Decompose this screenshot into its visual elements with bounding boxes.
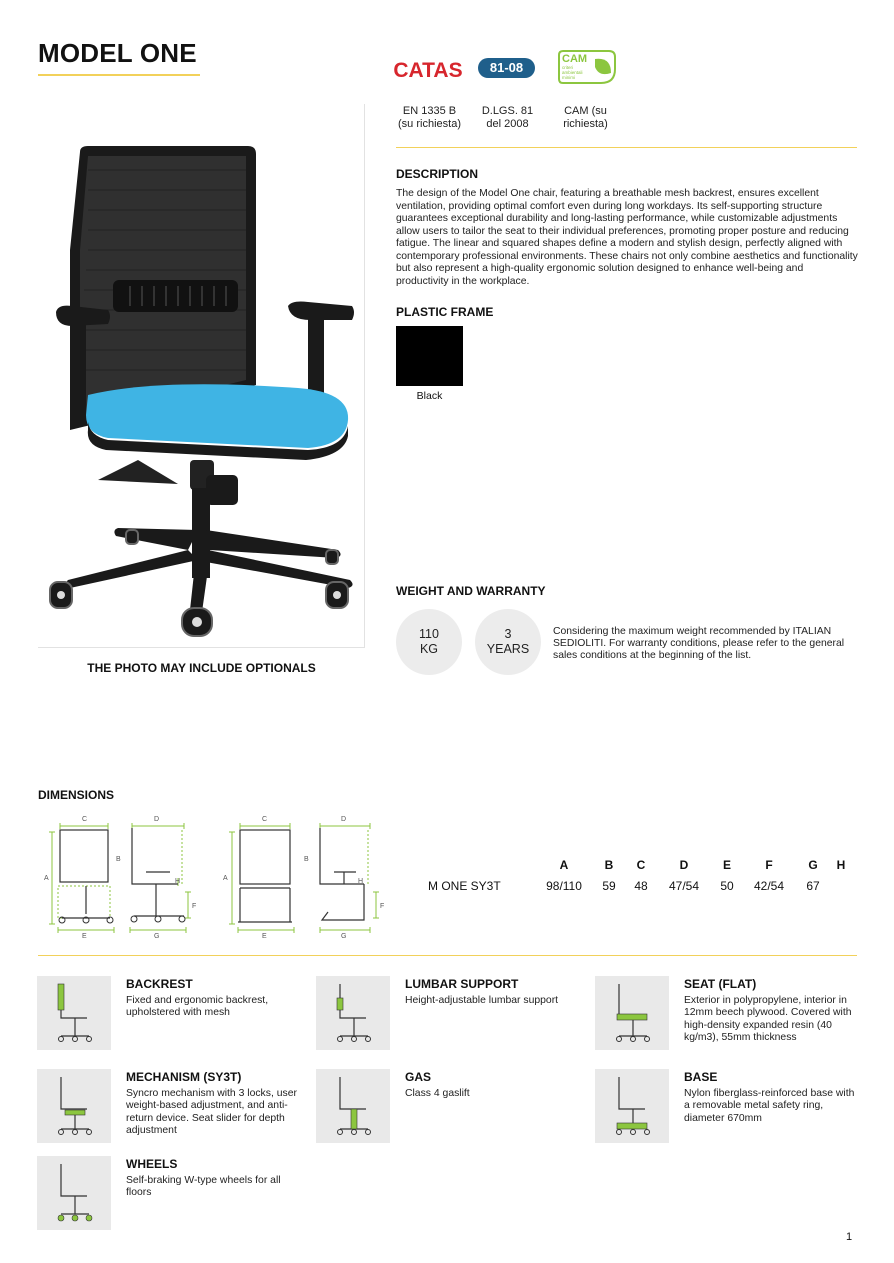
wheels-icon [37, 1156, 111, 1230]
svg-text:D: D [154, 816, 160, 823]
feature-title-base: BASE [684, 1070, 718, 1084]
description-text: The design of the Model One chair, featuring a breathable mesh backrest, ensures excellent ventilation, providing optimal comfort even during long workdays. Its self-supporting structure guarantees exceptional durability and long-lasting performance, while customizable adjustments allow users to tailor the seat to their individual preferences, promoting proper posture and reducing fatigue. The linear and squared shapes define a modern and stylish design, perfectly aligned with contemporary professional environments. These chairs not only combine aesthetics and functionality but also represent a high-quality ergonomic solution designed to enhance well-being and productivity in the workplace. [396, 188, 858, 287]
feature-desc-wheels: Self-braking W-type wheels for all floors [126, 1175, 281, 1199]
certification-badge-81-08: 81-08 [478, 58, 535, 78]
feature-desc-gas: Class 4 gaslift [405, 1088, 470, 1099]
svg-text:C: C [262, 816, 268, 823]
feature-title-seat: SEAT (FLAT) [684, 977, 757, 991]
dim-val-g: 67 [806, 879, 820, 893]
chair-photo [38, 130, 364, 645]
backrest-icon [37, 976, 111, 1050]
svg-text:A: A [223, 875, 228, 882]
svg-text:E: E [262, 933, 267, 940]
dim-col-a: A [559, 858, 569, 872]
feature-title-backrest: BACKREST [126, 977, 193, 991]
svg-text:G: G [154, 933, 160, 940]
dim-val-b: 59 [602, 879, 616, 893]
certification-en1335: EN 1335 B (su richiesta) [398, 105, 461, 130]
weight-badge: 110 KG [396, 609, 462, 675]
dim-col-d: D [679, 858, 689, 872]
section-divider [396, 147, 857, 148]
svg-text:A: A [44, 875, 49, 882]
cam-logo [555, 49, 617, 85]
svg-text:E: E [82, 933, 87, 940]
gas-icon [316, 1069, 390, 1143]
svg-text:F: F [192, 903, 197, 910]
feature-desc-seat: Exterior in polypropylene, interior in 12mm beech plywood. Covered with high-density expanded resin (40 kg/m3), 55mm thickness [684, 995, 852, 1044]
mechanism-icon [37, 1069, 111, 1143]
svg-text:H: H [175, 878, 181, 885]
feature-desc-backrest: Fixed and ergonomic backrest, upholstered with mesh [126, 995, 269, 1019]
svg-text:ambientali: ambientali [562, 70, 583, 75]
page-title: MODEL ONE [38, 38, 197, 68]
base-icon [595, 1069, 669, 1143]
plastic-frame-title: PLASTIC FRAME [396, 305, 494, 319]
dim-col-b: B [604, 858, 614, 872]
feature-desc-base: Nylon fiberglass-reinforced base with a removable metal safety ring, diameter 670mm [684, 1088, 855, 1124]
svg-text:G: G [341, 933, 347, 940]
weight-warranty-title: WEIGHT AND WARRANTY [396, 584, 546, 598]
dim-col-e: E [722, 858, 731, 872]
warranty-badge: 3 YEARS [475, 609, 541, 675]
dimensions-title: DIMENSIONS [38, 788, 115, 802]
feature-title-lumbar: LUMBAR SUPPORT [405, 977, 519, 991]
color-swatch-label: Black [416, 390, 443, 402]
photo-bottom-rule [38, 647, 365, 648]
svg-text:H: H [358, 878, 364, 885]
feature-title-gas: GAS [405, 1070, 432, 1084]
feature-title-wheels: WHEELS [126, 1157, 178, 1171]
svg-text:C: C [82, 816, 88, 823]
svg-text:D: D [341, 816, 347, 823]
dim-val-a: 98/110 [546, 879, 582, 893]
seat-icon [595, 976, 669, 1050]
description-title: DESCRIPTION [396, 167, 479, 181]
dim-col-c: C [636, 858, 646, 872]
feature-desc-mechanism: Syncro mechanism with 3 locks, user weight-based adjustment, and anti-return device. Seat slider for depth adjustment [126, 1088, 297, 1137]
column-divider [364, 104, 365, 648]
feature-desc-lumbar: Height-adjustable lumbar support [405, 995, 559, 1006]
svg-text:F: F [380, 903, 385, 910]
catas-logo [393, 57, 463, 82]
dim-col-g: G [808, 858, 818, 872]
dim-col-h: H [836, 858, 846, 872]
certification-dlgs81: D.LGS. 81 del 2008 [481, 105, 534, 130]
section-divider [38, 955, 857, 956]
cam-logo-main: CAM [562, 53, 588, 65]
title-underline [38, 74, 200, 76]
dim-val-e: 50 [720, 879, 734, 893]
lumbar-icon [316, 976, 390, 1050]
svg-text:B: B [304, 856, 309, 863]
color-swatch-black [396, 326, 463, 386]
dimension-diagrams [38, 812, 388, 944]
weight-warranty-text: Considering the maximum weight recommended by ITALIAN SEDIOLITI. For warranty conditions, please refer to the general sales conditions at the beginning of the list. [553, 626, 845, 661]
feature-title-mechanism: MECHANISM (SY3T) [126, 1070, 242, 1084]
svg-text:criteri: criteri [562, 65, 573, 70]
catas-logo-text: CATAS [393, 59, 463, 82]
svg-text:minimi: minimi [562, 75, 575, 80]
dim-row-label: M ONE SY3T [428, 879, 501, 893]
dim-val-d: 47/54 [668, 879, 700, 893]
dim-val-f: 42/54 [753, 879, 785, 893]
svg-text:B: B [116, 856, 121, 863]
page-number: 1 [846, 1231, 853, 1243]
dim-col-f: F [765, 858, 773, 872]
certification-cam: CAM (su richiesta) [563, 105, 608, 130]
dim-val-c: 48 [634, 879, 648, 893]
photo-caption: THE PHOTO MAY INCLUDE OPTIONALS [87, 661, 316, 675]
